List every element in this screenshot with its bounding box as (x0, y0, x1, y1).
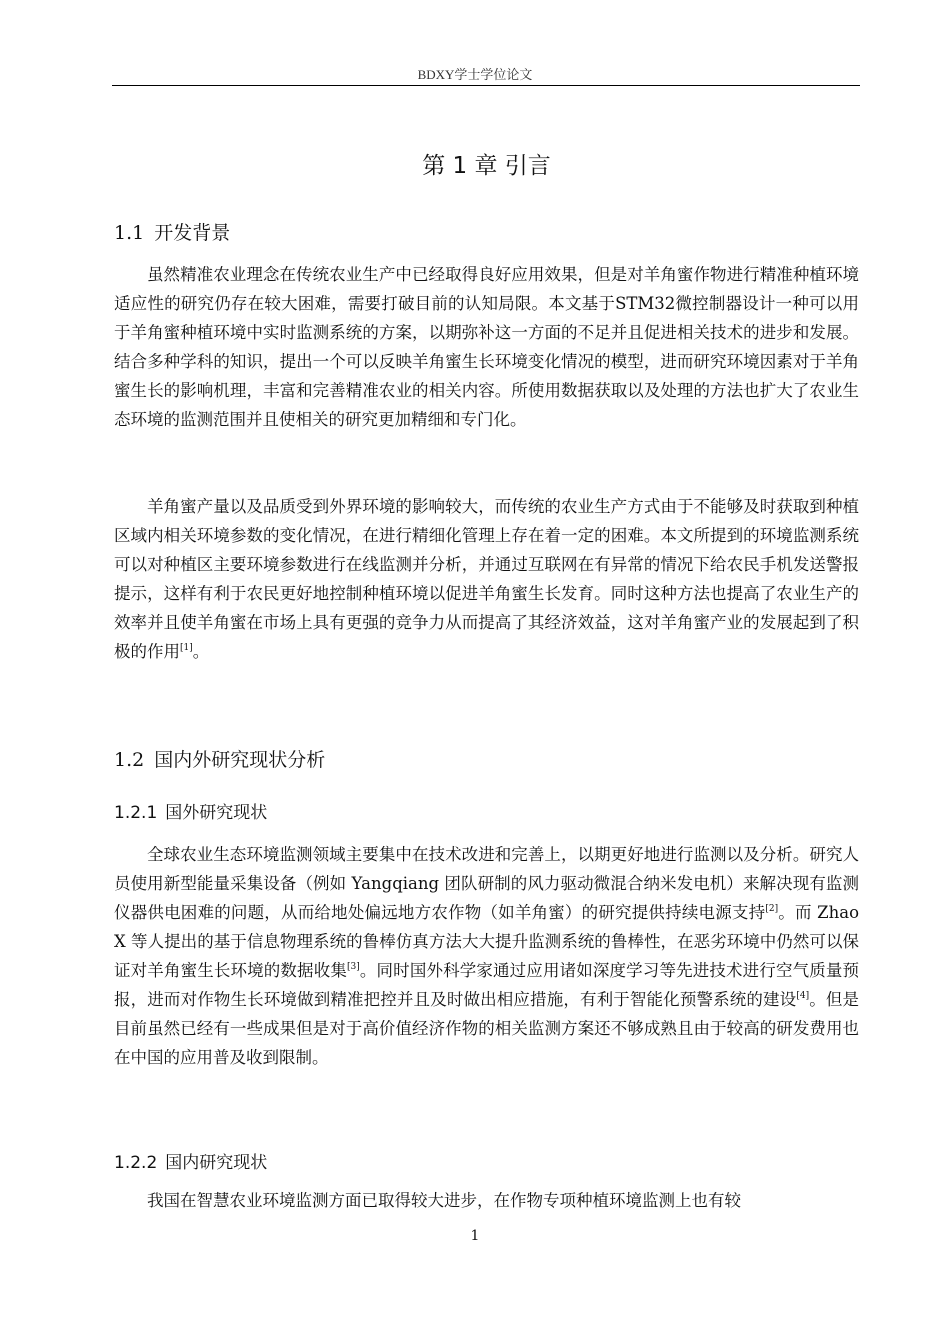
paragraph-text: 全球农业生态环境监测领域主要集中在技术改进和完善上，以期更好地进行监测以及分析。研究人员使用新型能量采集设备（例如 Yangqiang 团队研制的风力驱动微混合纳米发电机）来解决现有监测仪器供电困难的问题，从而给地处偏远地方农作物（如羊角蜜）的研究提供持续电源支持 (114, 845, 859, 922)
citation-ref: [3] (347, 962, 360, 972)
paragraph-background-1: 虽然精准农业理念在传统农业生产中已经取得良好应用效果，但是对羊角蜜作物进行精准种植环境适应性的研究仍存在较大困难，需要打破目前的认知局限。本文基于STM32微控制器设计一种可以用于羊角蜜种植环境中实时监测系统的方案，以期弥补这一方面的不足并且促进相关技术的进步和发展。结合多种学科的知识，提出一个可以反映羊角蜜生长环境变化情况的模型，进而研究环境因素对于羊角蜜生长的影响机理，丰富和完善精准农业的相关内容。所使用数据获取以及处理的方法也扩大了农业生态环境的监测范围并且使相关的研究更加精细和专门化。 (114, 265, 859, 429)
section-number: 1.2 (114, 749, 145, 771)
paragraph-end: 。 (192, 642, 210, 661)
paragraph-background-2 (114, 492, 859, 666)
section-title: 国内外研究现状分析 (154, 749, 326, 771)
paragraph-text: 。但是目前虽然已经有一些成果但是对于高价值经济作物的相关监测方案还不够成熟且由于较高的研发费用也在中国的应用普及收到限制。 (114, 990, 860, 1067)
chapter-title: 第 1 章 引言 (422, 153, 551, 179)
paragraph-text: 羊角蜜产量以及品质受到外界环境的影响较大，而传统的农业生产方式由于不能够及时获取到种植区域内相关环境参数的变化情况，在进行精细化管理上存在着一定的困难。本文所提到的环境监测系统可以对种植区主要环境参数进行在线监测并分析，并通过互联网在有异常的情况下给农民手机发送警报提示，这样有利于农民更好地控制种植环境以促进羊角蜜生长发育。同时这种方法也提高了农业生产的效率并且使羊角蜜在市场上具有更强的竞争力从而提高了其经济效益，这对羊角蜜产业的发展起到了积极的作用 (114, 497, 859, 661)
paragraph-foreign-research (114, 840, 859, 1072)
section-heading-1-2 (114, 745, 325, 772)
subsection-number: 1.2.1 (114, 803, 158, 823)
header-rule (112, 85, 860, 86)
section-heading-1-1 (114, 218, 230, 245)
subsection-title: 国外研究现状 (165, 803, 268, 823)
subsection-number: 1.2.2 (114, 1153, 158, 1173)
citation-ref: [1] (180, 643, 193, 653)
subsection-heading-1-2-2 (114, 1148, 267, 1173)
paragraph-domestic-research: 我国在智慧农业环境监测方面已取得较大进步，在作物专项种植环境监测上也有较 (147, 1191, 741, 1210)
citation-ref: [2] (765, 904, 779, 914)
page-number: 1 (470, 1228, 480, 1244)
subsection-title: 国内研究现状 (165, 1153, 268, 1173)
subsection-heading-1-2-1 (114, 798, 267, 823)
paragraph-text: 。而 Zhao X 等人提出的基于信息物理系统的鲁棒仿真方法大大提升监测系统的鲁棒性，在恶劣环境中仍然可以保证对羊角蜜生长环境的数据收集 (114, 903, 860, 980)
citation-ref: [4] (796, 991, 810, 1001)
section-title: 开发背景 (154, 222, 231, 244)
paragraph-text: 。同时国外科学家通过应用诸如深度学习等先进技术进行空气质量预报，进而对作物生长环境做到精准把控并且及时做出相应措施，有利于智能化预警系统的建设 (114, 961, 860, 1009)
running-header: BDXY学士学位论文 (417, 67, 533, 82)
section-number: 1.1 (114, 222, 145, 244)
